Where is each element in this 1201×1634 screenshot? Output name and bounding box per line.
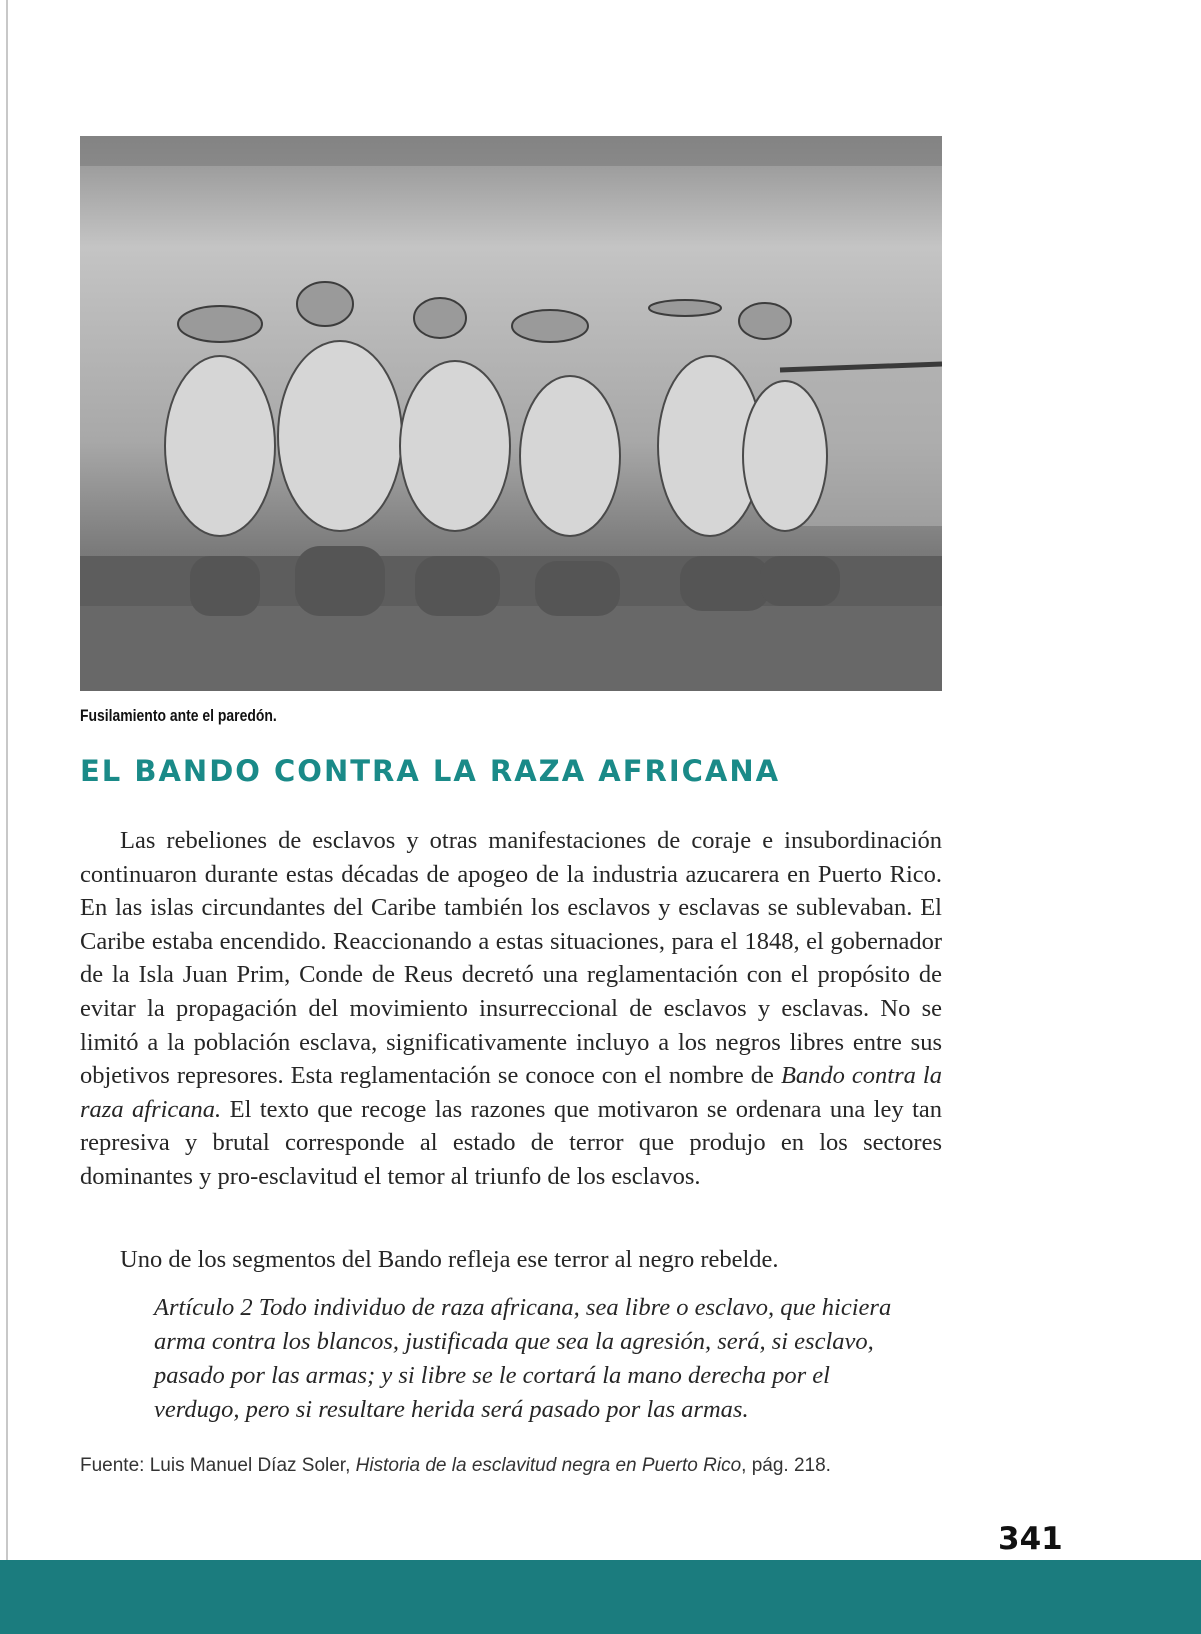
article-quote: Artículo 2 Todo individuo de raza africana, sea libre o esclavo, que hiciera arma contra los blancos, justificada que sea la agresión, será, si esclavo, pasado por las armas; y si libre se le cortará la mano derecha por el verdugo, pero si resultare herida será pasado por las armas. (154, 1294, 892, 1423)
historical-photo (80, 136, 942, 691)
left-margin-rule (6, 0, 8, 1560)
source-prefix: Fuente: Luis Manuel Díaz Soler, (80, 1455, 356, 1476)
source-suffix: , pág. 218. (741, 1455, 831, 1476)
intro-sentence: Uno de los segmentos del Bando refleja ese terror al negro rebelde. (120, 1246, 779, 1273)
body-paragraph (80, 824, 942, 1194)
footer-band (0, 1560, 1201, 1634)
photo-illustration (80, 136, 942, 691)
section-title: EL BANDO CONTRA LA RAZA AFRICANA (80, 754, 781, 788)
source-citation (80, 1455, 831, 1477)
body-text-part1: Las rebeliones de esclavos y otras manifestaciones de coraje e insubordinación continuaron durante estas décadas de apogeo de la industria azucarera en Puerto Rico. En las islas circundantes del Caribe también los esclavos y esclavas se sublevaban. El Caribe estaba encendido. Reaccionando a estas situaciones, para el 1848, el gobernador de la Isla Juan Prim, Conde de Reus decretó una reglamentación con el propósito de evitar la propagación del movimiento insurreccional de esclavos y esclavas. No se limitó a la población esclava, significativamente incluyo a los negros libres entre sus objetivos represores. Esta reglamentación se conoce con el nombre de (80, 827, 942, 1090)
body-text-part2: El texto que recoge las razones que motivaron se ordenara una ley tan represiva y brutal corresponde al estado de terror que produjo en los sectores dominantes y pro-esclavitud el temor al triunfo de los esclavos. (80, 1095, 942, 1190)
source-book-title: Historia de la esclavitud negra en Puerto Rico (355, 1455, 742, 1476)
page-number: 341 (998, 1521, 1063, 1557)
photo-caption: Fusilamiento ante el paredón. (80, 706, 277, 725)
bando-title-italic: Bando contra la raza africana. (80, 1062, 942, 1123)
